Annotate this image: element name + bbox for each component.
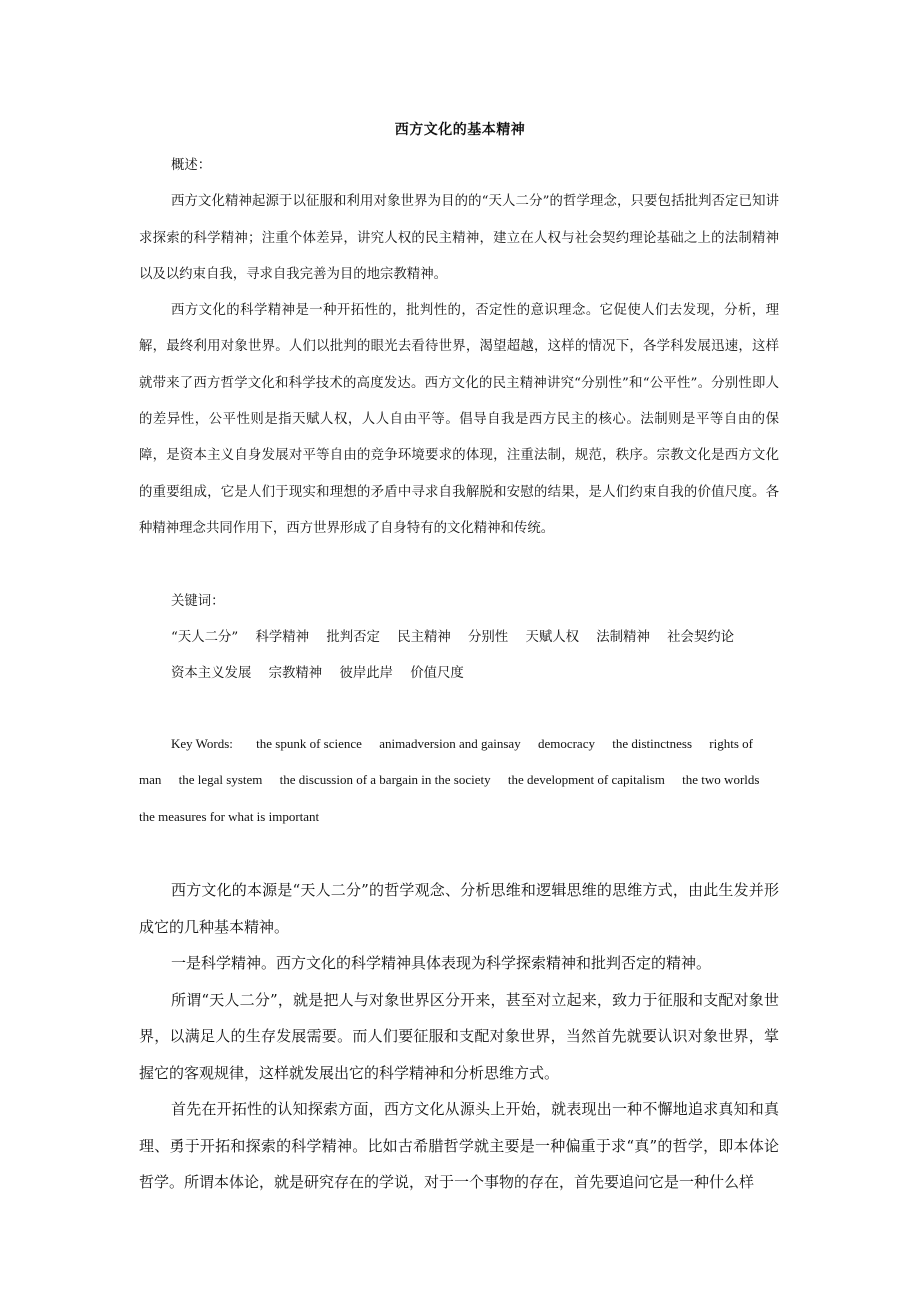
english-keyword: the distinctness (612, 736, 693, 751)
keyword: 资本主义发展 (171, 666, 252, 681)
english-keyword: the spunk of science (256, 736, 362, 751)
keyword: 科学精神 (255, 630, 310, 645)
keyword: 社会契约论 (667, 630, 735, 645)
body-paragraph-4: 首先在开拓性的认知探索方面，西方文化从源头上开始，就表现出一种不懈地追求真知和真理、勇于开拓和探索的科学精神。比如古希腊哲学就主要是一种偏重于求“真”的哲学，即本体论哲学。所谓本体论，就是研究存在的学说，对于一个事物的存在，首先要追问它是一种什么样 (139, 1100, 779, 1191)
keyword: 民主精神 (397, 630, 451, 645)
english-keyword: the measures for what is important (139, 808, 320, 824)
english-keywords (139, 726, 779, 835)
keyword: 批判否定 (326, 630, 380, 645)
keyword: 天赋人权 (525, 630, 580, 645)
body-section (139, 872, 779, 1201)
document-title: 西方文化的基本精神 (394, 122, 526, 138)
summary-section (139, 148, 779, 547)
keyword: 彼岸此岸 (339, 666, 393, 681)
english-keyword: the development of capitalism (507, 772, 665, 788)
keyword: 宗教精神 (268, 666, 323, 681)
english-keyword: the two worlds (682, 772, 760, 788)
body-paragraph-1: 西方文化的本源是“天人二分”的哲学观念、分析思维和逻辑思维的思维方式，由此生发并形成它的几种基本精神。 (139, 881, 779, 936)
keyword: “天人二分” (171, 630, 239, 645)
summary-label: 概述： (171, 158, 212, 173)
english-keywords-label: Key Words: (171, 736, 233, 751)
body-paragraph-3: 所谓“天人二分”，就是把人与对象世界区分开来，甚至对立起来，致力于征服和支配对象世界，以满足人的生存发展需要。而人们要征服和支配对象世界，当然首先就要认识对象世界，掌握它的客观规律，这样就发展出它的科学精神和分析思维方式。 (139, 990, 779, 1082)
english-keyword: the legal system (178, 772, 263, 788)
body-paragraph-2: 一是科学精神。西方文化的科学精神具体表现为科学探索精神和批判否定的精神。 (171, 954, 712, 972)
english-keyword: rights of man (139, 736, 753, 788)
keywords-label: 关键词： (171, 594, 225, 609)
english-keyword: animadversion and gainsay (379, 736, 521, 751)
keywords-line-2 (171, 662, 477, 681)
english-keyword: democracy (537, 736, 595, 751)
keyword: 分别性 (468, 630, 509, 645)
summary-paragraph-2: 西方文化的科学精神是一种开拓性的，批判性的，否定性的意识理念。它促使人们去发现，分析，理解，最终利用对象世界。人们以批判的眼光去看待世界，渴望超越，这样的情况下，各学科发展迅速，这样就带来了西方哲学文化和科学技术的高度发达。西方文化的民主精神讲究“分别性”和“公平性”。分别性即人的差异性，公平性则是指天赋人权，人人自由平等。倡导自我是西方民主的核心。法制则是平等自由的保障，是资本主义自身发展对平等自由的竞争环境要求的体现，注重法制，规范，秩序。宗教文化是西方文化的重要组成，它是人们于现实和理想的矛盾中寻求自我解脱和安慰的结果，是人们约束自我的价值尺度。各种精神理念共同作用下，西方世界形成了自身特有的文化精神和传统。 (139, 303, 779, 536)
english-keyword: the discussion of a bargain in the society (279, 772, 491, 788)
keyword: 法制精神 (596, 630, 650, 645)
keywords-line-1 (171, 626, 747, 645)
summary-paragraph-1: 西方文化精神起源于以征服和利用对象世界为目的的“天人二分”的哲学理念，只要包括批判否定已知讲求探索的科学精神；注重个体差异，讲究人权的民主精神，建立在人权与社会契约理论基础之上的法制精神以及以约束自我，寻求自我完善为目的地宗教精神。 (139, 194, 779, 282)
keyword: 价值尺度 (410, 666, 464, 681)
